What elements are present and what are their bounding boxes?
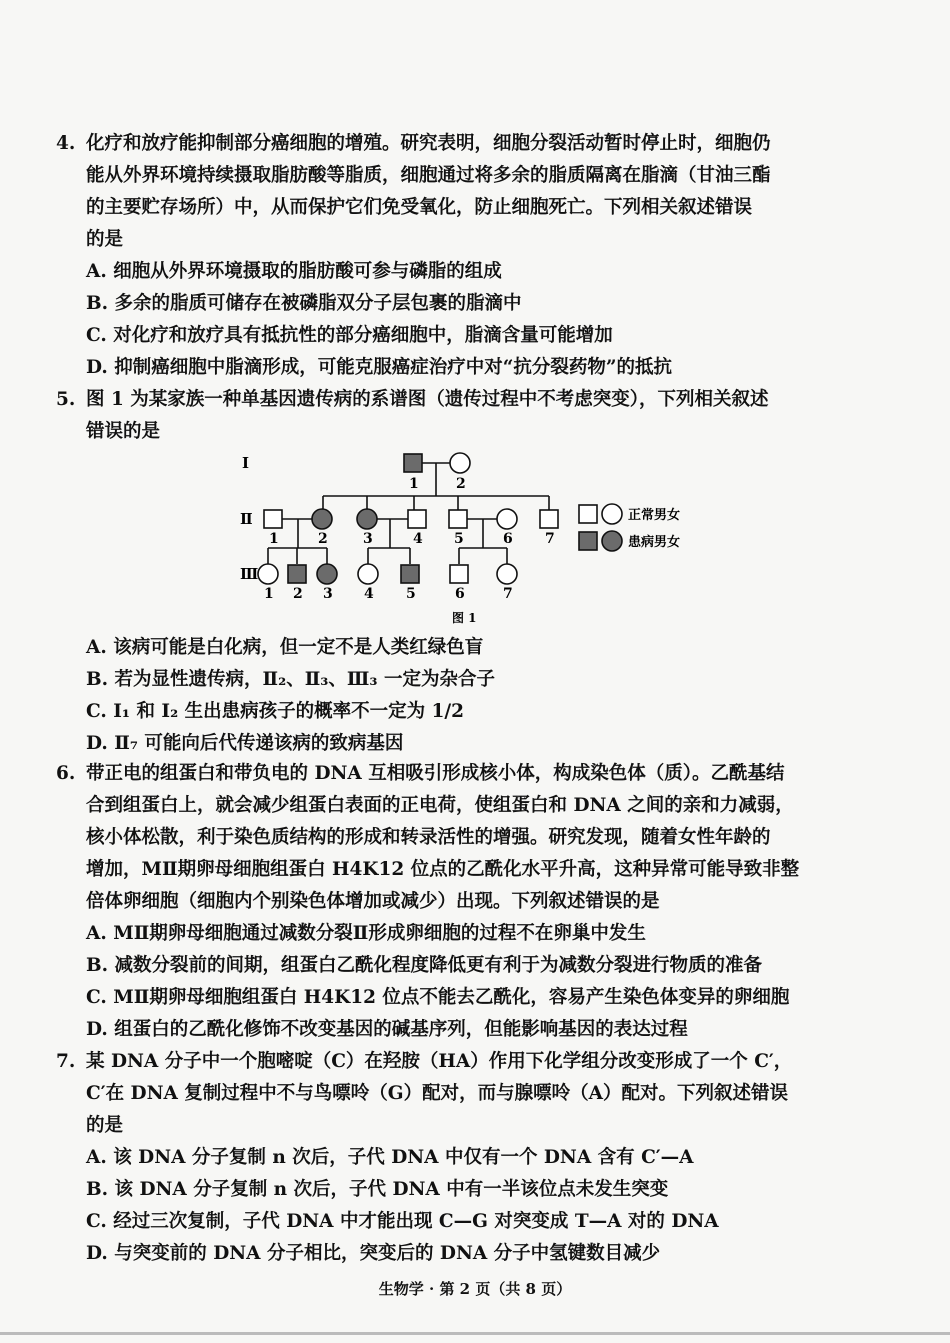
question-5-option-b: B. 若为显性遗传病，Ⅱ₂、Ⅱ₃、Ⅲ₃ 一定为杂合子	[86, 669, 495, 690]
label-III-7: 7	[503, 586, 513, 602]
question-5-options	[56, 632, 871, 760]
question-6-option-a: A. MⅡ期卵母细胞通过减数分裂Ⅱ形成卵细胞的过程不在卵巢中发生	[86, 923, 646, 944]
legend-normal-label: 正常男女	[628, 508, 681, 523]
label-III-5: 5	[406, 586, 416, 602]
question-5-number: 5.	[56, 389, 76, 410]
question-6-line-3: 核小体松散，利于染色质结构的形成和转录活性的增强。研究发现，随着女性年龄的	[86, 827, 771, 848]
question-5-line-2: 错误的是	[86, 421, 161, 442]
question-7-line-3: 的是	[86, 1115, 124, 1136]
question-6-line-2: 合到组蛋白上，就会减少组蛋白表面的正电荷，使组蛋白和 DNA 之间的亲和力减弱，	[86, 795, 794, 816]
individual-I-2-normal-female	[450, 453, 470, 473]
question-7	[56, 1046, 871, 1270]
question-6-number: 6.	[56, 763, 76, 784]
question-5-option-a: A. 该病可能是白化病，但一定不是人类红绿色盲	[86, 637, 484, 658]
label-I-1: 1	[409, 476, 419, 492]
generation-label-2: Ⅱ	[240, 510, 253, 528]
question-5-option-c: C. Ⅰ₁ 和 Ⅰ₂ 生出患病孩子的概率不一定为 1/2	[86, 701, 465, 722]
question-6-option-d: D. 组蛋白的乙酰化修饰不改变基因的碱基序列，但能影响基因的表达过程	[86, 1019, 688, 1040]
legend-normal-male	[579, 505, 597, 523]
question-4-number: 4.	[56, 133, 76, 154]
question-4-line-3: 的主要贮存场所）中，从而保护它们免受氧化，防止细胞死亡。下列相关叙述错误	[86, 197, 753, 218]
question-6-line-1: 6. 带正电的组蛋白和带负电的 DNA 互相吸引形成核小体，构成染色体（质）。乙酰基结	[56, 758, 871, 790]
question-7-option-c: C. 经过三次复制，子代 DNA 中才能出现 C—G 对突变成 T—A 对的 DNA	[86, 1211, 719, 1232]
individual-II-1-normal-male	[264, 510, 282, 528]
question-7-number: 7.	[56, 1051, 76, 1072]
individual-III-5-affected-male	[401, 565, 419, 583]
question-7-line-1: 7. 某 DNA 分子中一个胞嘧啶（C）在羟胺（HA）作用下化学组分改变形成了一个 C′，	[56, 1046, 871, 1078]
label-III-1: 1	[264, 586, 274, 602]
legend-affected-female	[602, 531, 622, 551]
individual-II-6-normal-female	[497, 509, 517, 529]
individual-III-7-normal-female	[497, 564, 517, 584]
question-4-option-d: D. 抑制癌细胞中脂滴形成，可能克服癌症治疗中对“抗分裂药物”的抵抗	[86, 357, 673, 378]
label-III-3: 3	[323, 586, 333, 602]
question-6-line-5: 倍体卵细胞（细胞内个别染色体增加或减少）出现。下列叙述错误的是	[86, 891, 660, 912]
question-4-line-4: 的是	[86, 229, 124, 250]
label-III-4: 4	[364, 586, 374, 602]
label-III-2: 2	[293, 586, 303, 602]
label-II-4: 4	[413, 531, 423, 547]
individual-III-4-normal-female	[358, 564, 378, 584]
question-6	[56, 758, 871, 1046]
label-III-6: 6	[455, 586, 465, 602]
question-5-option-d: D. Ⅱ₇ 可能向后代传递该病的致病基因	[86, 733, 404, 754]
individual-I-1-affected-male	[404, 454, 422, 472]
label-II-7: 7	[545, 531, 555, 547]
generation-label-3: Ⅲ	[240, 565, 259, 583]
question-4-line-1: 4. 化疗和放疗能抑制部分癌细胞的增殖。研究表明，细胞分裂活动暂时停止时，细胞仍	[56, 128, 871, 160]
question-7-line-2: C′在 DNA 复制过程中不与鸟嘌呤（G）配对，而与腺嘌呤（A）配对。下列叙述错误	[86, 1083, 788, 1104]
generation-label-1: I	[242, 454, 250, 472]
question-7-option-b: B. 该 DNA 分子复制 n 次后，子代 DNA 中有一半该位点未发生突变	[86, 1179, 669, 1200]
page-footer: 生物学 · 第 2 页（共 8 页）	[378, 1280, 572, 1298]
legend-normal-female	[602, 504, 622, 524]
individual-II-4-normal-male	[408, 510, 426, 528]
individual-III-2-affected-male	[288, 565, 306, 583]
legend-affected-label: 患病男女	[628, 535, 681, 550]
individual-III-1-normal-female	[258, 564, 278, 584]
question-4-option-b: B. 多余的脂质可储存在被磷脂双分子层包裹的脂滴中	[86, 293, 522, 314]
individual-II-5-normal-male	[449, 510, 467, 528]
question-6-line-4: 增加，MⅡ期卵母细胞组蛋白 H4K12 位点的乙酰化水平升高，这种异常可能导致非整	[86, 859, 800, 880]
label-I-2: 2	[456, 476, 466, 492]
question-7-option-a: A. 该 DNA 分子复制 n 次后，子代 DNA 中仅有一个 DNA 含有 C′—A	[86, 1147, 694, 1168]
question-4-option-c: C. 对化疗和放疗具有抵抗性的部分癌细胞中，脂滴含量可能增加	[86, 325, 613, 346]
individual-II-3-affected-female	[357, 509, 377, 529]
figure-caption: 图 1	[452, 611, 477, 625]
legend-affected-male	[579, 532, 597, 550]
question-7-option-d: D. 与突变前的 DNA 分子相比，突变后的 DNA 分子中氢键数目减少	[86, 1243, 661, 1264]
individual-II-2-affected-female	[312, 509, 332, 529]
question-6-option-c: C. MⅡ期卵母细胞组蛋白 H4K12 位点不能去乙酰化，容易产生染色体变异的卵细胞	[86, 987, 790, 1008]
label-II-3: 3	[363, 531, 373, 547]
individual-III-3-affected-female	[317, 564, 337, 584]
label-II-5: 5	[454, 531, 464, 547]
label-II-6: 6	[503, 531, 513, 547]
question-6-option-b: B. 减数分裂前的间期，组蛋白乙酰化程度降低更有利于为减数分裂进行物质的准备	[86, 955, 763, 976]
individual-II-7-normal-male	[540, 510, 558, 528]
question-4-line-2: 能从外界环境持续摄取脂肪酸等脂质，细胞通过将多余的脂质隔离在脂滴（甘油三酯	[86, 165, 771, 186]
question-4-option-a: A. 细胞从外界环境摄取的脂肪酸可参与磷脂的组成	[86, 261, 502, 282]
bottom-divider	[0, 1332, 950, 1335]
label-II-1: 1	[269, 531, 279, 547]
label-II-2: 2	[318, 531, 328, 547]
question-5-line-1: 5. 图 1 为某家族一种单基因遗传病的系谱图（遗传过程中不考虑突变），下列相关叙述	[56, 384, 871, 416]
individual-III-6-normal-male	[450, 565, 468, 583]
question-4	[56, 128, 871, 384]
question-5	[56, 384, 871, 448]
pedigree-figure	[230, 448, 710, 628]
